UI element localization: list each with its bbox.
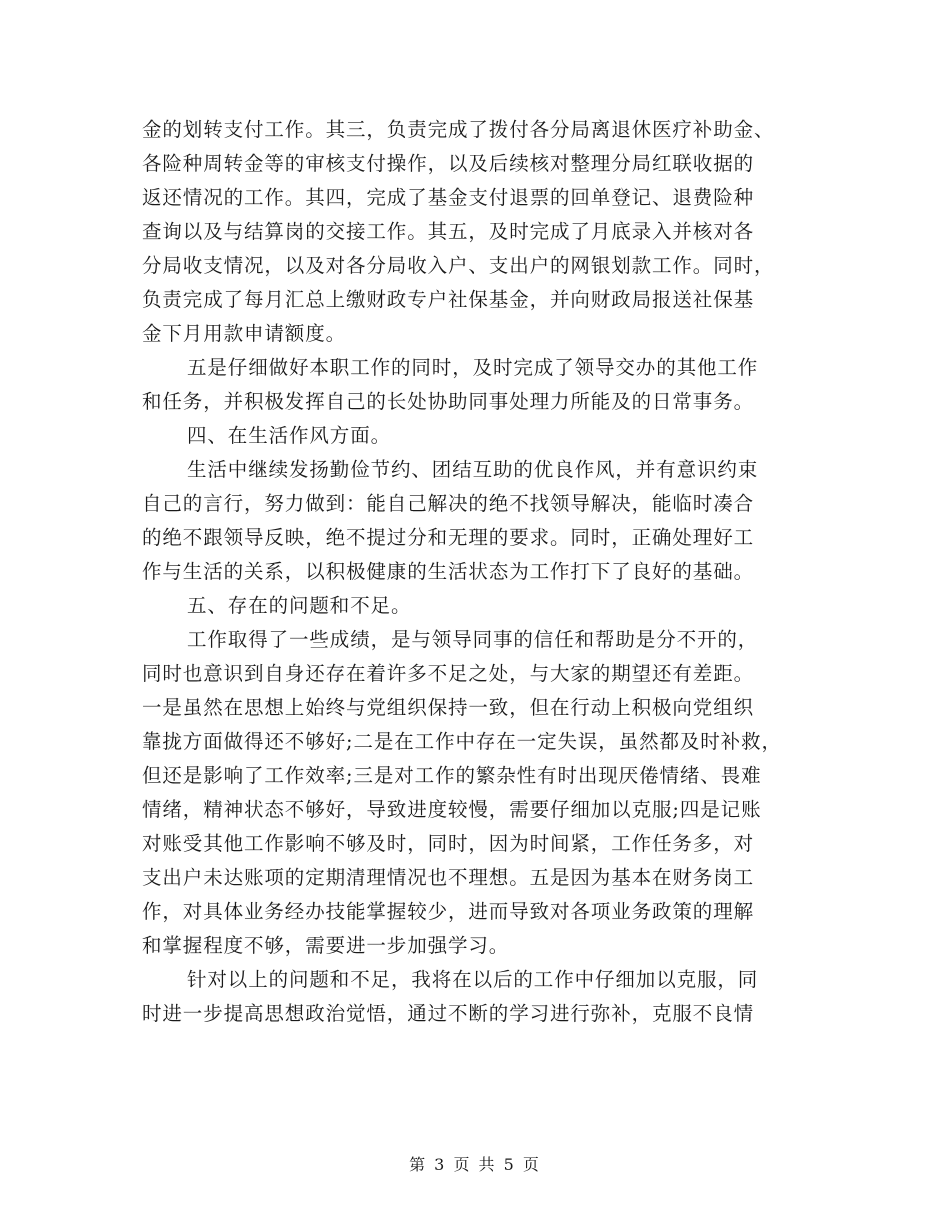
text-line: 情绪，精神状态不够好，导致进度较慢，需要仔细加以克服;四是记账 — [142, 798, 762, 821]
text-line: 靠拢方面做得还不够好;二是在工作中存在一定失误，虽然都及时补救， — [142, 730, 782, 753]
text-line: 的绝不跟领导反映，绝不提过分和无理的要求。同时，正确处理好工 — [142, 526, 755, 549]
text-line: 和任务，并积极发挥自己的长处协助同事处理力所能及的日常事务。 — [142, 390, 755, 413]
text-line: 针对以上的问题和不足，我将在以后的工作中仔细加以克服，同 — [187, 968, 759, 991]
text-line: 但还是影响了工作效率;三是对工作的繁杂性有时出现厌倦情绪、畏难 — [142, 764, 762, 787]
text-line: 分局收支情况，以及对各分局收入户、支出户的网银划款工作。同时， — [142, 254, 775, 277]
text-line: 生活中继续发扬勤俭节约、团结互助的优良作风，并有意识约束 — [187, 458, 759, 481]
page-number: 第 3 页 共 5 页 — [409, 1155, 541, 1174]
section-heading: 四、在生活作风方面。 — [187, 424, 392, 447]
text-line: 自己的言行，努力做到：能自己解决的绝不找领导解决，能临时凑合 — [142, 492, 755, 515]
text-line: 金下月用款申请额度。 — [142, 322, 347, 345]
text-line: 和掌握程度不够，需要进一步加强学习。 — [142, 934, 510, 957]
document-body — [142, 113, 812, 1031]
text-line: 一是虽然在思想上始终与党组织保持一致，但在行动上积极向党组织 — [142, 696, 755, 719]
text-line: 五是仔细做好本职工作的同时，及时完成了领导交办的其他工作 — [187, 356, 759, 379]
text-line: 负责完成了每月汇总上缴财政专户社保基金，并向财政局报送社保基 — [142, 288, 755, 311]
text-line: 返还情况的工作。其四，完成了基金支付退票的回单登记、退费险种 — [142, 186, 755, 209]
text-line: 同时也意识到自身还存在着许多不足之处，与大家的期望还有差距。 — [142, 662, 755, 685]
text-line: 支出户未达账项的定期清理情况也不理想。五是因为基本在财务岗工 — [142, 866, 755, 889]
text-line: 金的划转支付工作。其三，负责完成了拨付各分局离退休医疗补助金、 — [142, 118, 775, 141]
section-heading: 五、存在的问题和不足。 — [187, 594, 412, 617]
text-line: 对账受其他工作影响不够及时，同时，因为时间紧，工作任务多，对 — [142, 832, 755, 855]
text-line: 查询以及与结算岗的交接工作。其五，及时完成了月底录入并核对各 — [142, 220, 755, 243]
text-line: 作，对具体业务经办技能掌握较少，进而导致对各项业务政策的理解 — [142, 900, 755, 923]
text-line: 各险种周转金等的审核支付操作，以及后续核对整理分局红联收据的 — [142, 152, 755, 175]
text-line: 作与生活的关系，以积极健康的生活状态为工作打下了良好的基础。 — [142, 560, 755, 583]
text-line: 时进一步提高思想政治觉悟，通过不断的学习进行弥补，克服不良情 — [142, 1002, 755, 1025]
text-line: 工作取得了一些成绩，是与领导同事的信任和帮助是分不开的， — [187, 628, 759, 651]
